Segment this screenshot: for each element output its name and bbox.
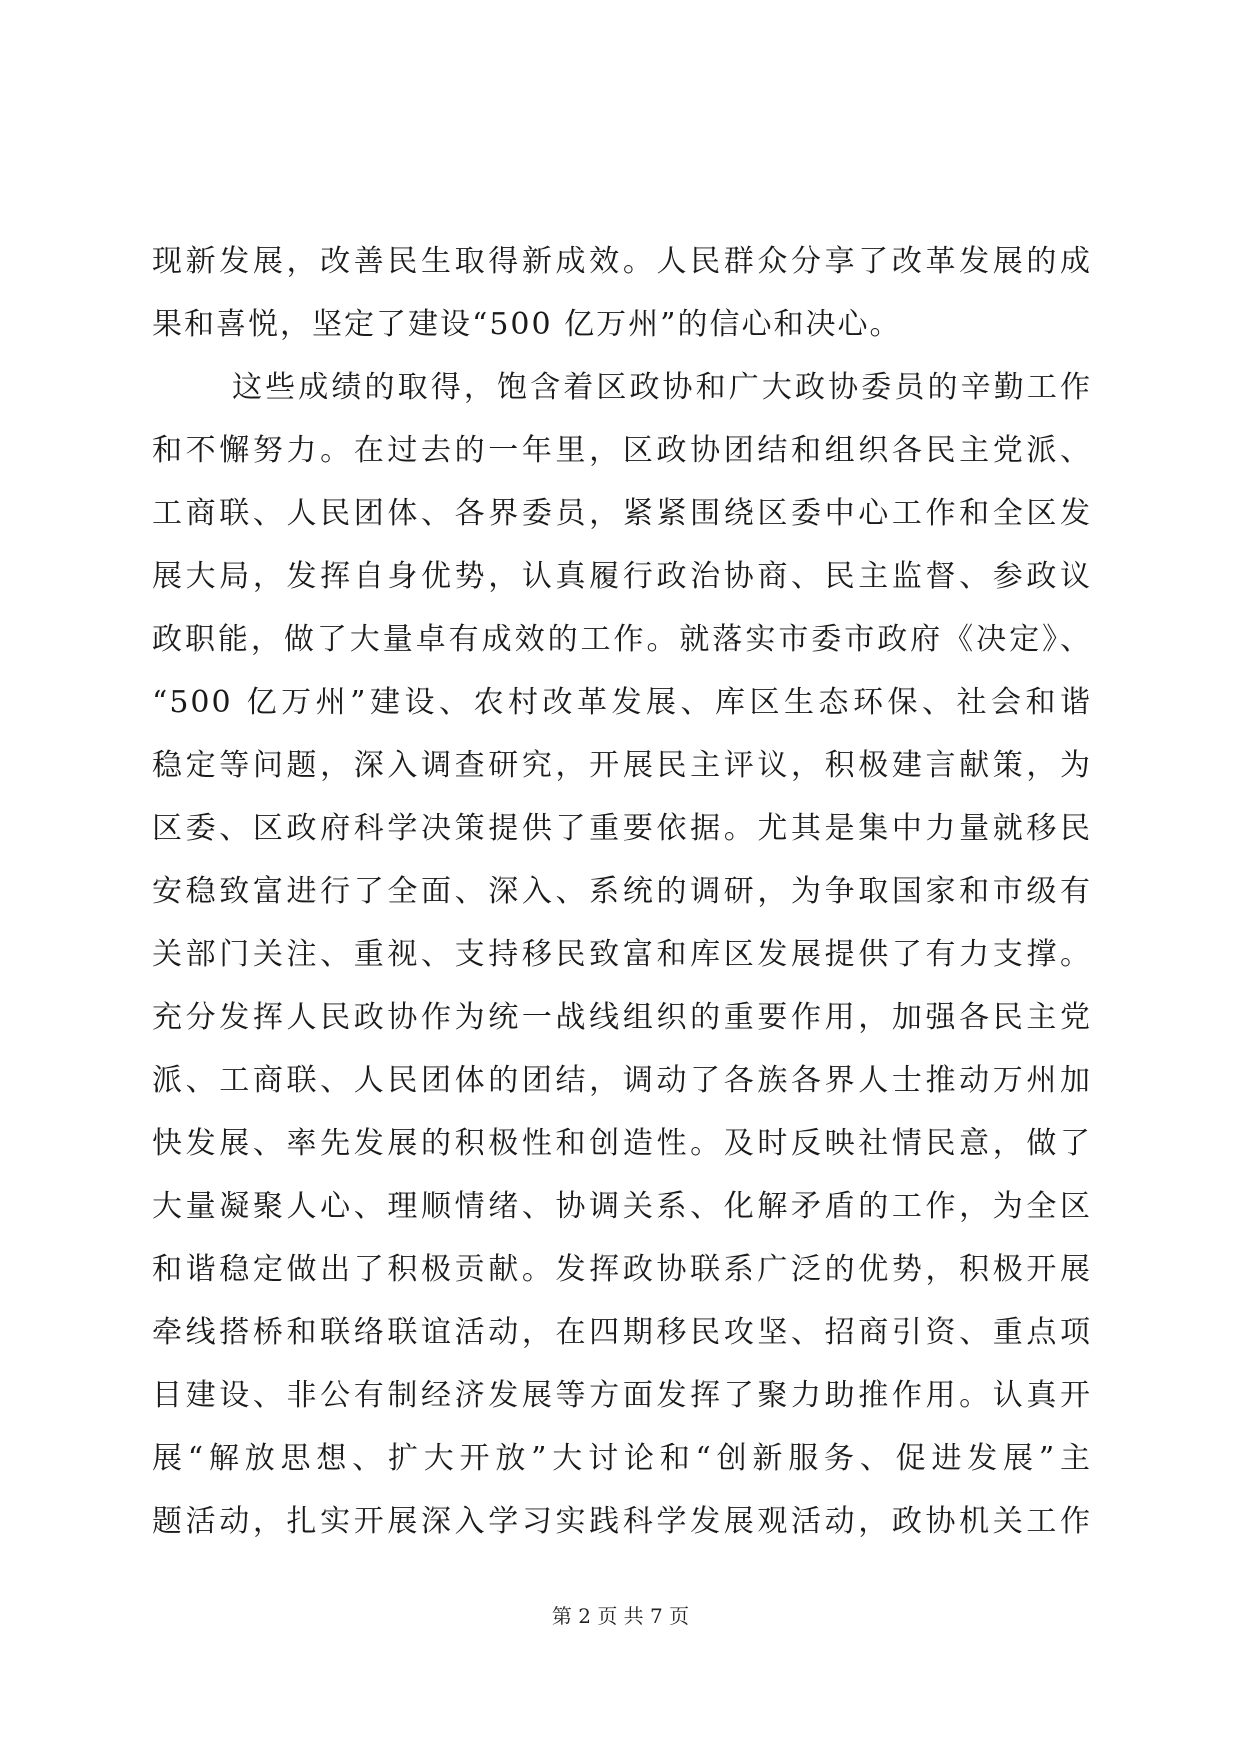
text-line: 快发展、率先发展的积极性和创造性。及时反映社情民意，做了 [152,1126,1092,1161]
text-line: 充分发挥人民政协作为统一战线组织的重要作用，加强各民主党 [152,1000,1092,1035]
text-line: 大量凝聚人心、理顺情绪、协调关系、化解矛盾的工作，为全区 [152,1189,1092,1224]
text-line: “500 亿万州”建设、农村改革发展、库区生态环保、社会和谐 [152,685,1092,720]
body-text [152,230,1092,1553]
text-line: 展“解放思想、扩大开放”大讨论和“创新服务、促进发展”主 [152,1441,1092,1476]
text-line: 政职能，做了大量卓有成效的工作。就落实市委市政府《决定》、 [152,622,1092,657]
text-line: 目建设、非公有制经济发展等方面发挥了聚力助推作用。认真开 [152,1378,1092,1413]
text-line: 派、工商联、人民团体的团结，调动了各族各界人士推动万州加 [152,1063,1092,1098]
text-line: 和不懈努力。在过去的一年里，区政协团结和组织各民主党派、 [152,433,1092,468]
text-line: 题活动，扎实开展深入学习实践科学发展观活动，政协机关工作 [152,1504,1092,1539]
text-line: 和谐稳定做出了积极贡献。发挥政协联系广泛的优势，积极开展 [152,1252,1092,1287]
text-line: 果和喜悦，坚定了建设“500 亿万州”的信心和决心。 [152,307,902,342]
text-line: 牵线搭桥和联络联谊活动，在四期移民攻坚、招商引资、重点项 [152,1315,1092,1350]
text-line: 现新发展，改善民生取得新成效。人民群众分享了改革发展的成 [152,244,1092,279]
page-number-footer: 第 2 页 共 7 页 [551,1604,690,1628]
text-line: 这些成绩的取得，饱含着区政协和广大政协委员的辛勤工作 [232,370,1092,405]
text-line: 区委、区政府科学决策提供了重要依据。尤其是集中力量就移民 [152,811,1092,846]
text-line: 关部门关注、重视、支持移民致富和库区发展提供了有力支撑。 [152,937,1092,972]
text-line: 安稳致富进行了全面、深入、系统的调研，为争取国家和市级有 [152,874,1092,909]
text-line: 展大局，发挥自身优势，认真履行政治协商、民主监督、参政议 [152,559,1092,594]
text-line: 工商联、人民团体、各界委员，紧紧围绕区委中心工作和全区发 [152,496,1092,531]
text-line: 稳定等问题，深入调查研究，开展民主评议，积极建言献策，为 [152,748,1092,783]
